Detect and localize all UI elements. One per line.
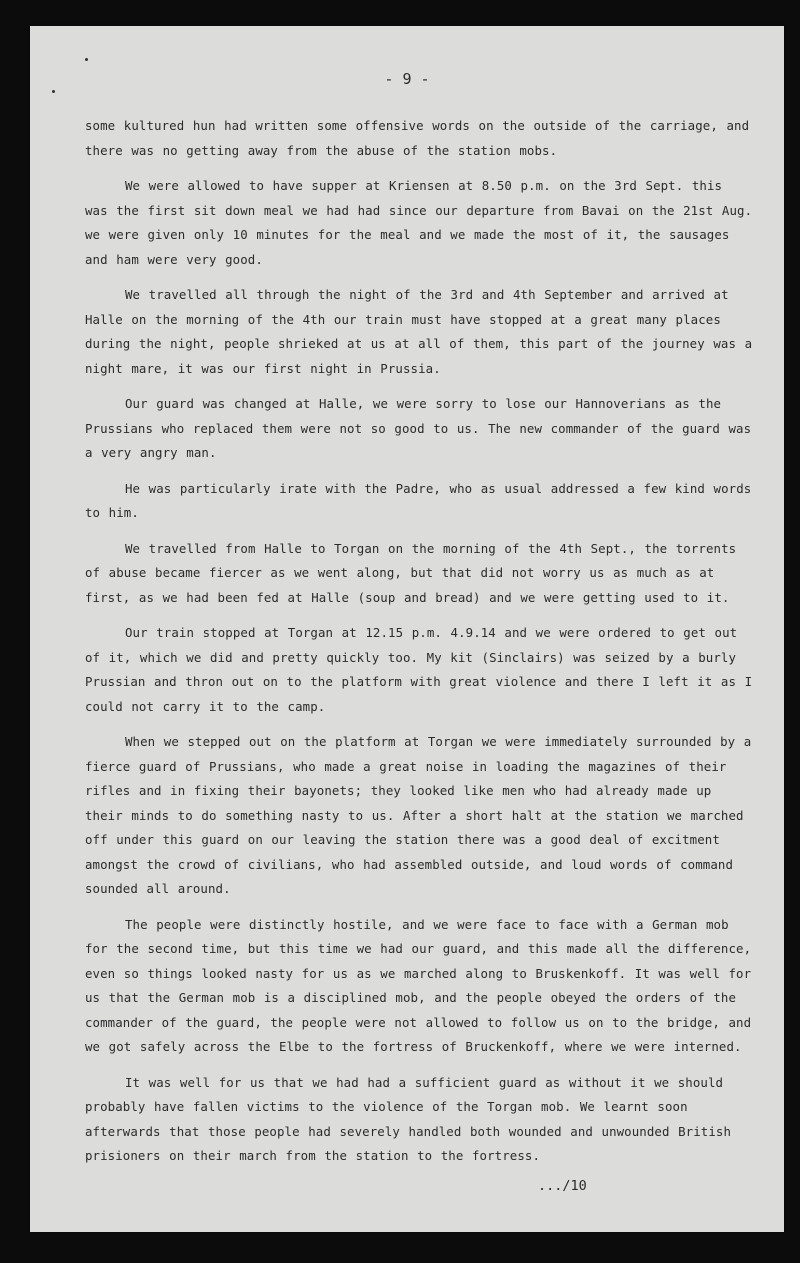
paragraph: some kultured hun had written some offensive words on the outside of the carriage, and there was no getting away from the abuse of the station mobs. (85, 118, 750, 158)
paragraph: We travelled from Halle to Torgan on the morning of the 4th Sept., the torrents of abuse became fiercer as we went along, but that did not worry us as much as at first, as we had been fed at Halle (soup and bread) and we were getting used to it. (85, 540, 737, 605)
paragraph: Our train stopped at Torgan at 12.15 p.m. 4.9.14 and we were ordered to get out of it, which we did and pretty quickly too. My kit (Sinclairs) was seized by a burly Prussian and thron out on to the platform with great violence and there I left it as I could not carry it to the camp. (85, 625, 753, 714)
paragraph: It was well for us that we had had a sufficient guard as without it we should probably have fallen victims to the violence of the Torgan mob. We learnt soon afterwards that those people had severely handled both wounded and unwounded British prisioners on their march from the station to the fortress. (85, 1074, 732, 1163)
paragraph: When we stepped out on the platform at Torgan we were immediately surrounded by a fierce guard of Prussians, who made a great noise in loading the magazines of their rifles and in fixing their bayonets; they looked like men who had already made up their minds to do something nasty to us. After a short halt at the station we marched off under this guard on our leaving the station there was a good deal of excitment amongst the crowd of civilians, who had assembled outside, and loud words of command sounded all around. (85, 734, 752, 896)
page-number: - 9 - (384, 70, 430, 88)
paragraph: We were allowed to have supper at Kriensen at 8.50 p.m. on the 3rd Sept. this was the first sit down meal we had had since our departure from Bavai on the 21st Aug. we were given only 10 minutes for the meal and we made the most of it, the sausages and ham were very good. (85, 178, 753, 267)
body-text (85, 114, 753, 1180)
paragraph: He was particularly irate with the Padre, who as usual addressed a few kind words to him. (85, 480, 752, 520)
paragraph: Our guard was changed at Halle, we were sorry to lose our Hannoverians as the Prussians who replaced them were not so good to us. The new commander of the guard was a very angry man. (85, 396, 752, 460)
paragraph: The people were distinctly hostile, and we were face to face with a German mob for the second time, but this time we had our guard, and this made all the difference, even so things looked nasty for us as we marched along to Bruskenkoff. It was well for us that the German mob is a disciplined mob, and the people obeyed the orders of the commander of the guard, the people were not allowed to follow us on to the bridge, and we got safely across the Elbe to the fortress of Bruckenkoff, where we were interned. (85, 916, 752, 1054)
continuation-marker: .../10 (538, 1178, 587, 1194)
ink-speck (52, 90, 55, 93)
document-page (30, 26, 784, 1232)
paragraph: We travelled all through the night of the 3rd and 4th September and arrived at Halle on the morning of the 4th our train must have stopped at a great many places during the night, people shrieked at us at all of them, this part of the journey was a night mare, it was our first night in Prussia. (85, 287, 753, 376)
ink-speck (85, 58, 88, 61)
